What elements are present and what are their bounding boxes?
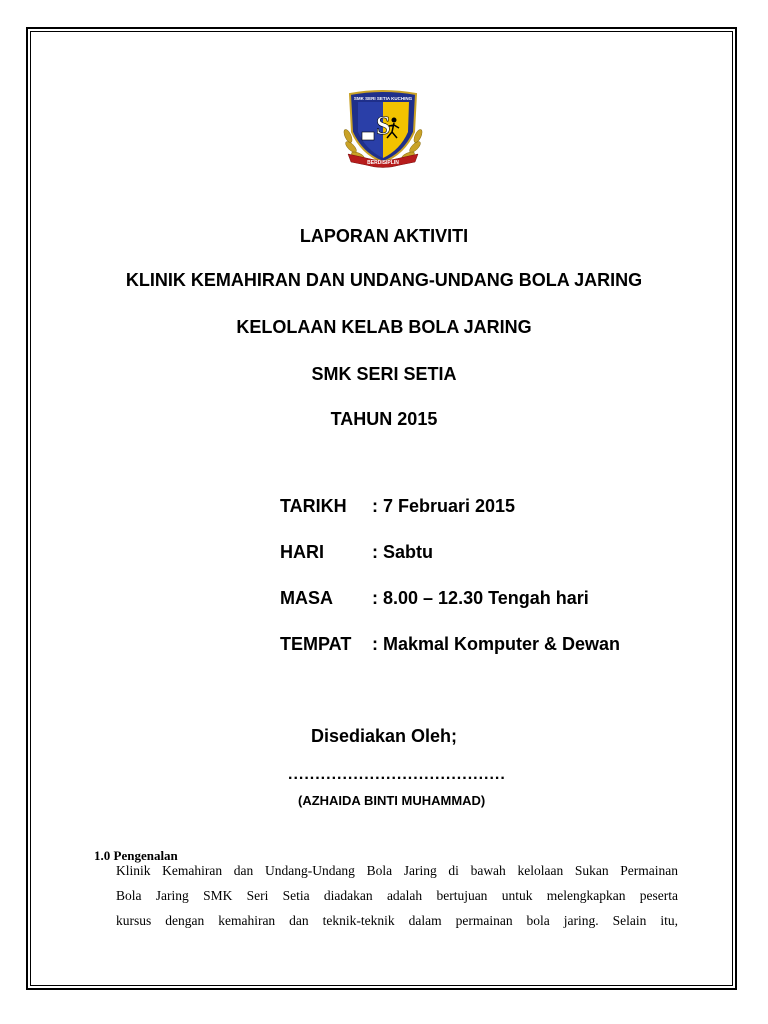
detail-value: : Sabtu: [372, 542, 433, 562]
school-crest-logo: [342, 88, 424, 172]
report-year: TAHUN 2015: [330, 409, 438, 429]
detail-venue: [280, 634, 620, 655]
report-subtitle: KLINIK KEMAHIRAN DAN UNDANG-UNDANG BOLA JARING: [125, 270, 643, 290]
logo-banner-text: BERDISIPLIN: [367, 160, 399, 166]
prepared-by-label: Disediakan Oleh;: [310, 726, 458, 746]
section-heading: 1.0 Pengenalan: [94, 848, 178, 863]
detail-day: [280, 542, 433, 563]
preparer-name: (AZHAIDA BINTI MUHAMMAD): [298, 793, 486, 808]
detail-label: MASA: [280, 588, 333, 608]
paragraph-line: Klinik Kemahiran dan Undang-Undang Bola Jaring di bawah kelolaan Sukan Permainan: [116, 863, 678, 878]
signature-line: ........................................: [288, 766, 506, 783]
report-school: SMK SERI SETIA: [311, 364, 457, 384]
detail-label: TARIKH: [280, 496, 347, 516]
detail-value: : Makmal Komputer & Dewan: [372, 634, 621, 654]
detail-label: TEMPAT: [280, 634, 352, 654]
paragraph-line: kursus dengan kemahiran dan teknik-teknik dalam permainan bola jaring. Selain itu,: [116, 913, 678, 928]
detail-label: HARI: [280, 542, 324, 562]
svg-text:S: S: [376, 111, 391, 140]
report-title: LAPORAN AKTIVITI: [299, 226, 469, 246]
detail-date: [280, 496, 515, 517]
paragraph-line: Bola Jaring SMK Seri Setia diadakan adalah bertujuan untuk melengkapkan peserta: [116, 888, 678, 903]
detail-time: [280, 588, 589, 609]
report-organizer: KELOLAAN KELAB BOLA JARING: [236, 317, 532, 337]
logo-top-text: SMK SERI SETIA KUCHING: [353, 96, 413, 101]
detail-value: : 7 Februari 2015: [372, 496, 516, 516]
detail-value: : 8.00 – 12.30 Tengah hari: [372, 588, 589, 608]
